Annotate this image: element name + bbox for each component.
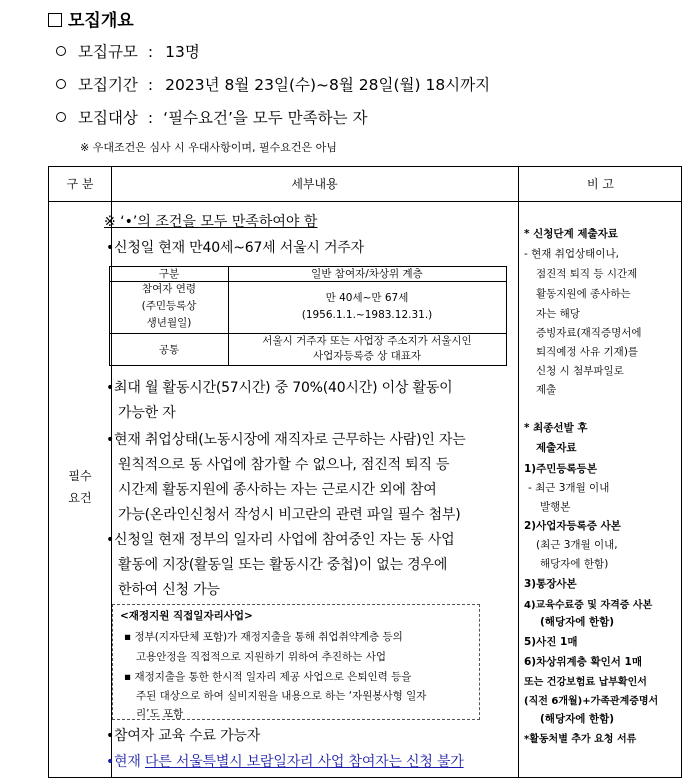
category-cell xyxy=(49,465,111,509)
remark-doc-6-sub: (해당자에 한함) xyxy=(540,713,615,725)
requirement-employment-2: 원칙적으로 동 사업에 참가할 수 없으나, 점진적 퇴직 등 xyxy=(118,457,450,473)
remark-stage1-line: 신청 시 첨부파일로 xyxy=(536,365,624,377)
inner-common-value-2: 사업자등록증 상 대표자 xyxy=(312,350,422,362)
requirement-activity-hours-2: 가능한 자 xyxy=(118,405,176,421)
circle-bullet-icon xyxy=(56,79,66,89)
category-line2: 요건 xyxy=(68,491,92,505)
overview-note: ※ 우대조건은 심사 시 우대사항이며, 필수요건은 아님 xyxy=(80,141,337,154)
remark-doc-1-sub: 발행본 xyxy=(540,501,571,513)
requirement-employment-4: 가능(온라인신청서 작성시 비고란의 관련 파일 필수 첨부) xyxy=(118,507,461,523)
remark-stage1-line: 증빙자료(재직증명서에 xyxy=(536,327,642,339)
remark-stage2-title-2: 제출자료 xyxy=(536,442,577,454)
lead-text xyxy=(104,211,317,231)
section-title xyxy=(48,6,134,31)
scale-label: 모집규모 xyxy=(78,43,138,61)
box-title: <재정지원 직접일자리사업> xyxy=(120,610,253,622)
inner-age-label-1: 참여자 연령 xyxy=(141,283,197,295)
remark-stage1-line: 점진적 퇴직 등 시간제 xyxy=(536,268,638,280)
inner-age-label xyxy=(110,282,228,331)
inner-age-label-3: 생년월일) xyxy=(146,317,192,329)
remark-stage1-line: 제출 xyxy=(536,384,557,396)
requirement-gov-job-2: 활동에 지장(활동일 또는 활동시간 중첩)이 없는 경우에 xyxy=(118,557,448,573)
target-value: ‘필수요건’을 모두 만족하는 자 xyxy=(163,109,368,127)
remark-doc-4: 4)교육수료증 및 자격증 사본 xyxy=(524,600,653,611)
remark-doc-6-sub: 또는 건강보험료 납부확인서 xyxy=(524,677,647,688)
remark-doc-7: *활동처별 추가 요청 서류 xyxy=(524,734,637,745)
overview-scale: 모집규모 : 13명 xyxy=(56,40,200,62)
requirement-employment-3: 시간제 활동지원에 종사하는 자는 근로시간 외에 참여 xyxy=(118,482,437,498)
checkbox-square-icon xyxy=(48,13,62,27)
requirement-gov-job-3: 한하여 신청 가능 xyxy=(118,582,220,598)
header-remarks: 비 고 xyxy=(587,177,614,191)
header-divider xyxy=(49,201,681,202)
requirement-education: •참여자 교육 수료 가능자 xyxy=(106,728,261,744)
box-item2-line2: 주된 대상으로 하여 실비지원을 내용으로 하는 ‘자원봉사형 일자 xyxy=(136,690,427,702)
inner-common-value xyxy=(228,334,506,364)
header-details: 세부내용 xyxy=(291,177,338,191)
remark-doc-6: 6)차상위계층 확인서 1매 xyxy=(524,656,643,668)
remark-doc-1-sub: - 최근 3개월 이내 xyxy=(528,482,610,494)
inner-common-label: 공통 xyxy=(158,344,180,356)
circle-bullet-icon xyxy=(56,46,66,56)
target-label: 모집대상 xyxy=(78,109,138,127)
box-item2-line1: ▪ 재정지출을 통한 한시적 일자리 제공 사업으로 은퇴인력 등을 xyxy=(124,671,412,683)
no-duplicate-prefix: •현재 xyxy=(106,754,145,770)
inner-header-col2: 일반 참여자/차상위 계층 xyxy=(311,268,423,280)
box-item1-line1: ▪ 정부(지자단체 포함)가 재정지출을 통해 취업취약계층 등의 xyxy=(124,631,403,643)
requirement-no-duplicate xyxy=(106,751,464,771)
period-label: 모집기간 xyxy=(78,76,138,94)
overview-target: 모집대상 : ‘필수요건’을 모두 만족하는 자 xyxy=(56,106,367,128)
no-duplicate-text: 다른 서울특별시 보람일자리 사업 참여자는 신청 불가 xyxy=(144,754,464,770)
inner-age-value-2: (1956.1.1.~1983.12.31.) xyxy=(301,309,433,321)
requirement-activity-hours-1: •최대 월 활동시간(57시간) 중 70%(40시간) 이상 활동이 xyxy=(106,380,453,396)
inner-age-value-1: 만 40세~만 67세 xyxy=(325,292,409,304)
age-table xyxy=(109,266,507,366)
overview-period: 모집기간 : 2023년 8월 23일(수)~8월 28일(월) 18시까지 xyxy=(56,73,490,95)
box-item2-line3: 리’도 포함 xyxy=(136,708,184,720)
circle-bullet-icon xyxy=(56,112,66,122)
inner-header-col1: 구분 xyxy=(158,268,180,280)
scale-value: 13명 xyxy=(165,43,200,61)
period-value: 2023년 8월 23일(수)~8월 28일(월) 18시까지 xyxy=(165,76,491,94)
requirement-age-residence: •신청일 현재 만40세~67세 서울시 거주자 xyxy=(106,240,364,256)
remark-doc-6-sub: (직전 6개월)+가족관계증명서 xyxy=(524,696,659,707)
column-divider xyxy=(518,167,519,777)
inner-age-label-2: (주민등록상 xyxy=(141,300,197,312)
header-category: 구 분 xyxy=(66,177,94,191)
remark-doc-2-sub: 해당자에 한함) xyxy=(540,558,609,570)
inner-common-value-1: 서울시 거주자 또는 사업장 주소지가 서울시인 xyxy=(262,335,472,347)
remark-stage2-title-1: * 최종선발 후 xyxy=(524,422,588,434)
remark-stage1-title: * 신청단계 제출자료 xyxy=(524,228,618,240)
lead-text-content: ※ ‘•’의 조건을 모두 만족하여야 함 xyxy=(104,214,318,230)
box-item1-line2: 고용안정을 직접적으로 지원하기 위하여 추진하는 사업 xyxy=(136,651,386,663)
remark-doc-2-sub: (최근 3개월 이내, xyxy=(536,539,618,551)
inner-age-value xyxy=(228,291,506,323)
remark-stage1-line: - 현재 취업상태이나, xyxy=(524,248,619,260)
requirement-gov-job-1: •신청일 현재 정부의 일자리 사업에 참여중인 자는 동 사업 xyxy=(106,532,455,548)
category-line1: 필수 xyxy=(68,469,92,483)
remark-stage1-line: 퇴직예정 사유 기재)를 xyxy=(536,346,639,358)
section-title-text: 모집개요 xyxy=(68,11,134,31)
remark-doc-5: 5)사진 1매 xyxy=(524,636,578,648)
remark-doc-2: 2)사업자등록증 사본 xyxy=(524,520,621,532)
remark-doc-1: 1)주민등록등본 xyxy=(524,463,597,475)
requirement-employment-1: •현재 취업상태(노동시장에 재직자로 근무하는 사람)인 자는 xyxy=(106,432,466,448)
remark-stage1-line: 활동지원에 종사하는 xyxy=(536,288,631,300)
remark-doc-4-sub: (해당자에 한함) xyxy=(540,616,615,628)
remark-stage1-line: 자는 해당 xyxy=(536,308,580,320)
remark-doc-3: 3)통장사본 xyxy=(524,578,577,590)
